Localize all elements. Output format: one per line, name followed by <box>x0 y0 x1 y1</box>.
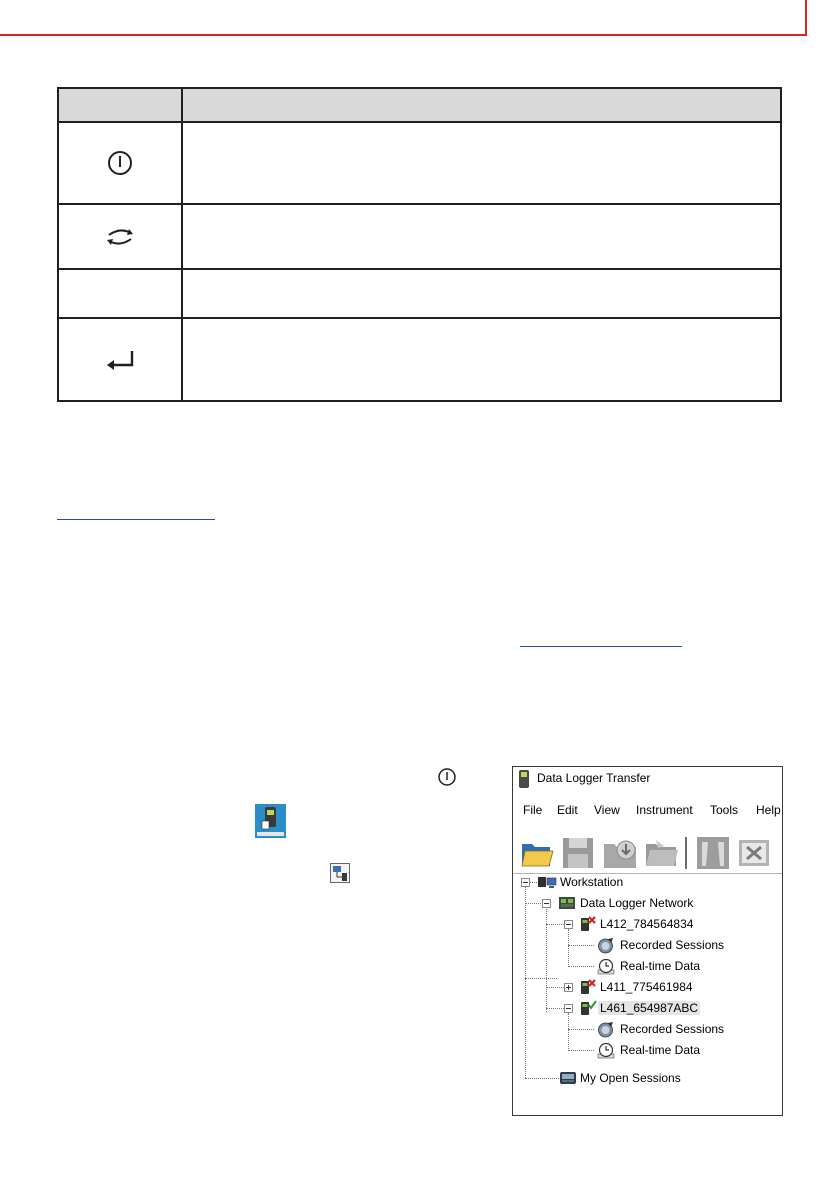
tree-node-logger[interactable]: L411_775461984 <box>513 979 773 997</box>
instrument-network-icon[interactable] <box>330 863 350 883</box>
realtime-clock-icon <box>597 958 615 975</box>
table-cell-desc <box>182 318 781 401</box>
download-icon[interactable] <box>602 836 638 870</box>
open-sessions-icon <box>559 1070 577 1086</box>
app-logo-icon <box>518 770 530 788</box>
recorded-sessions-icon <box>597 937 614 954</box>
tree-node-realtime-data[interactable]: Real-time Data <box>513 1042 773 1060</box>
table-header-function <box>182 88 781 122</box>
collapse-toggle[interactable] <box>564 1004 573 1013</box>
tree-node-network[interactable]: Data Logger Network <box>513 895 773 913</box>
table-row-enter <box>58 318 182 401</box>
collapse-toggle[interactable] <box>564 920 573 929</box>
table-row-power <box>58 122 182 204</box>
tree-node-logger-selected[interactable]: L461_654987ABC <box>513 1000 773 1018</box>
title-bar <box>513 767 782 793</box>
open-folder-icon[interactable] <box>520 836 554 870</box>
tree-node-workstation[interactable]: Workstation <box>513 874 773 892</box>
tree-node-logger[interactable]: L412_784564834 <box>513 916 773 934</box>
power-icon <box>107 150 133 176</box>
logger-connected-icon <box>579 1000 597 1016</box>
crop-mark-horizontal <box>0 34 806 36</box>
toolbar-separator <box>685 837 687 869</box>
collapse-toggle[interactable] <box>521 878 530 887</box>
app-desktop-icon[interactable] <box>255 804 286 838</box>
menu-edit[interactable]: Edit <box>557 803 578 817</box>
network-icon <box>557 895 577 911</box>
collapse-toggle[interactable] <box>542 899 551 908</box>
toolbar <box>513 833 782 874</box>
crop-mark-vertical <box>805 0 807 36</box>
logger-disconnected-icon <box>579 916 597 932</box>
table-cell-desc <box>182 204 781 269</box>
data-logger-transfer-window <box>512 766 783 1116</box>
report-icon[interactable] <box>696 836 730 870</box>
logger-disconnected-icon <box>579 979 597 995</box>
window-title: Data Logger Transfer <box>537 771 651 785</box>
tree-node-realtime-data[interactable]: Real-time Data <box>513 958 773 976</box>
menu-tools[interactable]: Tools <box>710 803 739 817</box>
table-header-key <box>58 88 182 122</box>
device-tree <box>513 874 782 1115</box>
menu-file[interactable]: File <box>523 803 543 817</box>
table-cell-desc <box>182 269 781 318</box>
menu-view[interactable]: View <box>594 803 620 817</box>
expand-toggle[interactable] <box>564 983 573 992</box>
menu-instrument[interactable]: Instrument <box>636 803 693 817</box>
folder-icon[interactable] <box>644 836 680 870</box>
tree-node-recorded-sessions[interactable]: Recorded Sessions <box>513 937 773 955</box>
save-icon[interactable] <box>561 836 595 870</box>
power-icon <box>437 767 457 787</box>
excel-icon[interactable] <box>737 836 771 870</box>
realtime-clock-icon <box>597 1042 615 1059</box>
hyperlink-underline[interactable] <box>520 646 682 647</box>
recorded-sessions-icon <box>597 1021 614 1038</box>
table-row-cycle <box>58 204 182 269</box>
hyperlink-underline[interactable] <box>57 519 215 520</box>
tree-node-recorded-sessions[interactable]: Recorded Sessions <box>513 1021 773 1039</box>
cycle-arrows-icon <box>105 225 135 249</box>
menu-bar <box>513 801 782 821</box>
table-cell-desc <box>182 122 781 204</box>
key-function-table <box>57 87 782 402</box>
workstation-icon <box>537 874 557 890</box>
enter-icon <box>104 349 136 371</box>
table-row-blank <box>58 269 182 318</box>
menu-help[interactable]: Help <box>756 803 781 817</box>
tree-node-open-sessions[interactable]: My Open Sessions <box>513 1070 773 1088</box>
